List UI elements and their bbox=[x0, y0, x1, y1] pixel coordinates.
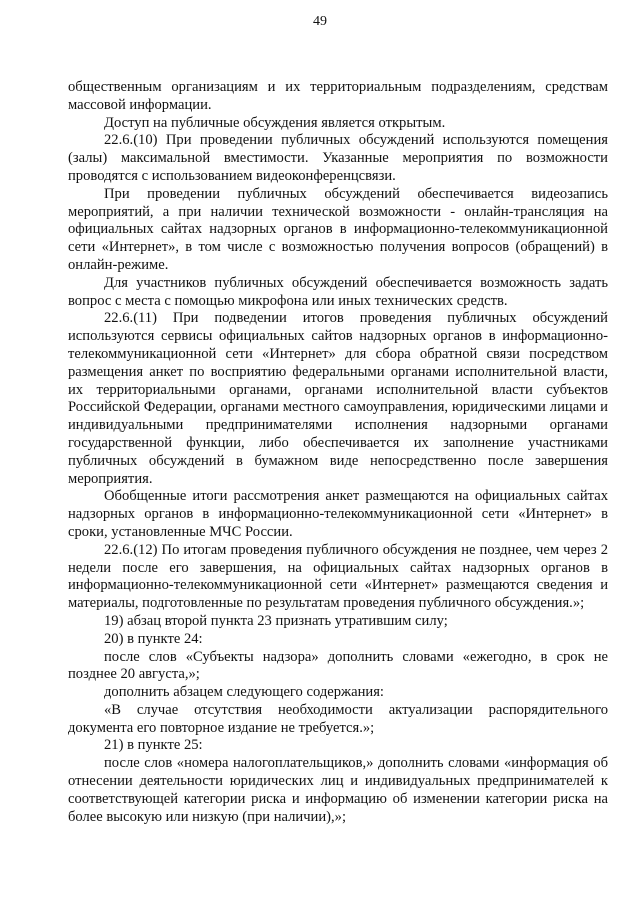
paragraph: 22.6.(12) По итогам проведения публичного обсуждения не позднее, чем через 2 недели после его завершения, на официальных сайтах надзорных органов в информационно-телекоммуникационной сети «Интернет» размещаются сведения и материалы, подготовленные по результатам проведения публичного обсуждения.»; bbox=[68, 541, 608, 612]
paragraph: 22.6.(10) При проведении публичных обсуждений используются помещения (залы) максимальной вместимости. Указанные мероприятия по возможности проводятся с использованием видеоконференцсвязи. bbox=[68, 132, 608, 184]
paragraph: При проведении публичных обсуждений обеспечивается видеозапись мероприятий, а при наличии технической возможности - онлайн-трансляция на официальных сайтах надзорных органов в информационно-телекоммуникационной сети «Интернет», в том числе с возможностью получения вопросов (обращений) в онлайн-режиме. bbox=[68, 185, 608, 273]
paragraph: Для участников публичных обсуждений обеспечивается возможность задать вопрос с места с помощью микрофона или иных технических средств. bbox=[68, 274, 608, 309]
paragraph: «В случае отсутствия необходимости актуализации распорядительного документа его повторное издание не требуется.»; bbox=[68, 701, 608, 736]
paragraph: дополнить абзацем следующего содержания: bbox=[104, 684, 384, 701]
paragraph: 22.6.(11) При подведении итогов проведения публичных обсуждений используются сервисы официальных сайтов надзорных органов в информационно-телекоммуникационной сети «Интернет» для сбора обратной связи посредством размещения анкет по восприятию федеральными органами исполнительной власти, их территориальными органами, органами исполнительной власти субъектов Российской Федерации, органами местного самоуправления, юридическими лицами и индивидуальными предпринимателями исполнения надзорными органами государственной функции, либо обеспечивается их заполнение участниками публичных обсуждений в бумажном виде непосредственно после завершения мероприятия. bbox=[68, 310, 608, 487]
paragraph: общественным организациям и их территориальным подразделениям, средствам массовой информации. bbox=[68, 79, 608, 113]
paragraph: 21) в пункте 25: bbox=[104, 737, 203, 754]
paragraph: после слов «Субъекты надзора» дополнить словами «ежегодно, в срок не позднее 20 августа,»; bbox=[68, 648, 608, 683]
page-number: 49 bbox=[313, 14, 327, 29]
paragraph: 19) абзац второй пункта 23 признать утратившим силу; bbox=[104, 612, 448, 629]
paragraph: Обобщенные итоги рассмотрения анкет размещаются на официальных сайтах надзорных органов в информационно-телекоммуникационной сети «Интернет» в сроки, установленные МЧС России. bbox=[68, 488, 608, 540]
paragraph: Доступ на публичные обсуждения является открытым. bbox=[104, 114, 446, 131]
document-body bbox=[68, 79, 608, 826]
paragraph: после слов «номера налогоплательщиков,» дополнить словами «информация об отнесении деятельности юридических лиц и индивидуальных предпринимателей к соответствующей категории риска и информацию об изменении категории риска на более высокую или низкую (при наличии),»; bbox=[68, 755, 608, 825]
paragraph: 20) в пункте 24: bbox=[104, 630, 203, 647]
